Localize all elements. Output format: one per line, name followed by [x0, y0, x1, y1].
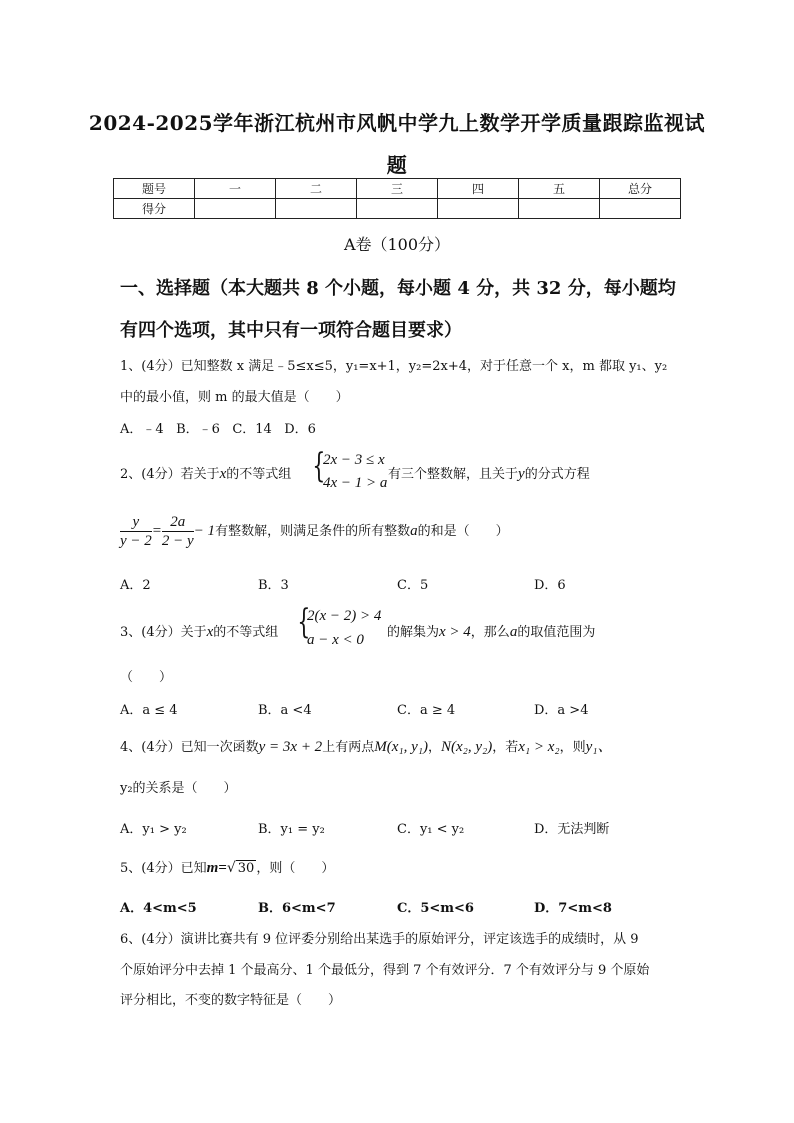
- score-table-header-row: [114, 179, 681, 199]
- question-6-line3: 评分相比，不变的数字特征是（ ）: [120, 993, 342, 1008]
- score-cell: [357, 199, 438, 219]
- score-cell: [276, 199, 357, 219]
- option-c: C．a ≥ 4: [397, 703, 456, 718]
- section-heading-line1: 一、选择题（本大题共 8 个小题，每小题 4 分，共 32 分，每小题均: [120, 278, 676, 299]
- question-2-equation: [120, 513, 509, 550]
- q2-frac2-den: 2 − y: [161, 533, 194, 549]
- q3-text: 的解集为: [387, 625, 440, 640]
- q2-inequality-1: 2x − 3 ≤ x: [323, 452, 385, 468]
- question-3-after: [387, 621, 595, 641]
- question-1-line2: 中的最小值，则 m 的最大值是（ ）: [120, 390, 349, 405]
- option-d: D．a >4: [534, 703, 589, 718]
- q4-text: ，若: [492, 740, 519, 755]
- q2-fraction-2: [162, 513, 194, 550]
- q3-inequality-1: 2(x − 2) > 4: [307, 608, 382, 624]
- option-c: C．y₁ < y₂: [397, 822, 465, 837]
- q4-condition: x₁ > x₂: [518, 739, 560, 755]
- q2-text: 的和是（ ）: [417, 524, 509, 539]
- question-4-line1: 4、(4分）已知一次函数y = 3x + 2上有两点M(x₁, y₁)，N(x₂, y₂)，若x₁ > x₂，则y₁、: [120, 739, 613, 755]
- score-cell: [519, 199, 600, 219]
- q4-text: 上有两点: [322, 740, 375, 755]
- option-b: B．3: [258, 578, 289, 593]
- question-3-prefix: [120, 621, 278, 641]
- score-table: [113, 178, 681, 219]
- option-d: D．6: [284, 422, 316, 437]
- q2-frac1-num: y: [120, 513, 152, 532]
- q4-y1: y₁、: [585, 739, 613, 755]
- question-4-line2: y₂的关系是（ ）: [120, 781, 237, 796]
- q2-text: 有三个整数解，且关于: [388, 467, 519, 482]
- q2-var-x: x: [219, 466, 227, 482]
- q4-point-m: M(x₁, y₁): [374, 739, 428, 755]
- q2-frac2-num: 2a: [162, 513, 194, 532]
- option-c: C．5<m<6: [397, 901, 474, 916]
- question-2-prefix: [120, 463, 291, 483]
- option-a: A．2: [120, 578, 151, 593]
- score-header-cell: 四: [438, 179, 519, 199]
- option-d: D．7<m<8: [534, 901, 612, 916]
- score-header-cell: 二: [276, 179, 357, 199]
- q3-var-x: x: [206, 624, 214, 640]
- question-6-line1: 6、(4分）演讲比赛共有 9 位评委分别给出某选手的原始评分，评定该选手的成绩时，从 9: [120, 932, 639, 947]
- option-a: A．a ≤ 4: [120, 703, 178, 718]
- volume-heading: A卷（100分）: [343, 235, 451, 254]
- question-3-paren: （ ）: [120, 670, 173, 685]
- q2-equals: =: [151, 523, 162, 539]
- q2-frac1-den: y − 2: [120, 533, 152, 549]
- option-c: C．14: [232, 422, 272, 437]
- option-a: A．﹣4: [120, 422, 164, 437]
- q3-text: 的取值范围为: [517, 625, 596, 640]
- q3-condition: x > 4: [439, 624, 471, 640]
- q2-minus-one: − 1: [193, 523, 216, 539]
- score-header-cell: 五: [519, 179, 600, 199]
- q2-var-a: a: [410, 523, 418, 539]
- q5-m: m=: [206, 860, 227, 876]
- q2-text: 有整数解，则满足条件的所有整数: [215, 524, 411, 539]
- score-header-cell: 一: [195, 179, 276, 199]
- question-5-line: [120, 857, 334, 877]
- q3-text: ，那么: [470, 625, 510, 640]
- option-b: B．y₁ = y₂: [258, 822, 325, 837]
- q4-function: y = 3x + 2: [258, 739, 323, 755]
- q2-text: 的不等式组: [226, 467, 292, 482]
- q3-text: 3、(4分）关于: [120, 625, 207, 640]
- question-1-options: [120, 418, 316, 437]
- score-cell: [195, 199, 276, 219]
- option-c: C．5: [397, 578, 429, 593]
- q3-inequality-2: a − x < 0: [307, 632, 364, 648]
- option-a: A．y₁ > y₂: [120, 822, 187, 837]
- score-header-cell: 总分: [600, 179, 681, 199]
- q3-text: 的不等式组: [213, 625, 279, 640]
- score-table-score-row: [114, 199, 681, 219]
- score-cell: [438, 199, 519, 219]
- q4-point-n: N(x₂, y₂): [440, 739, 493, 755]
- question-2-after: [388, 463, 590, 483]
- option-d: D．无法判断: [534, 822, 610, 837]
- q2-text: 2、(4分）若关于: [120, 467, 220, 482]
- score-header-cell: 三: [357, 179, 438, 199]
- score-row-label: 得分: [114, 199, 195, 219]
- q2-var-y: y: [518, 466, 525, 482]
- score-cell: [600, 199, 681, 219]
- q5-radicand: 30: [237, 861, 255, 876]
- question-1-line1: 1、(4分）已知整数 x 满足﹣5≤x≤5，y₁=x+1，y₂=2x+4，对于任意一个 x，m 都取 y₁、y₂: [120, 359, 668, 374]
- option-b: B．a <4: [258, 703, 312, 718]
- q5-text: 5、(4分）已知: [120, 861, 207, 876]
- q2-text: 的分式方程: [524, 467, 590, 482]
- option-b: B．﹣6: [176, 422, 220, 437]
- option-a: A．4<m<5: [120, 901, 197, 916]
- section-heading-line2: 有四个选项，其中只有一项符合题目要求）: [120, 320, 462, 341]
- q3-system-brace-icon: {: [297, 602, 311, 642]
- q5-text: ，则（ ）: [256, 861, 335, 876]
- q4-text: 4、(4分）已知一次函数: [120, 740, 259, 755]
- q2-fraction-1: [120, 513, 152, 550]
- q3-var-a: a: [509, 624, 518, 640]
- q4-text: ，则: [559, 740, 586, 755]
- option-d: D．6: [534, 578, 566, 593]
- question-6-line2: 个原始评分中去掉 1 个最高分、1 个最低分，得到 7 个有效评分．7 个有效评分与 9 个原始: [120, 963, 650, 978]
- radical-icon: √: [226, 860, 236, 876]
- score-header-cell: 题号: [114, 179, 195, 199]
- q2-inequality-2: 4x − 1 > a: [323, 475, 388, 491]
- q2-system-brace-icon: {: [312, 446, 326, 486]
- exam-title-line2: 题: [386, 153, 408, 177]
- exam-title-line1: 2024-2025学年浙江杭州市风帆中学九上数学开学质量跟踪监视试: [88, 111, 706, 135]
- option-b: B．6<m<7: [258, 901, 336, 916]
